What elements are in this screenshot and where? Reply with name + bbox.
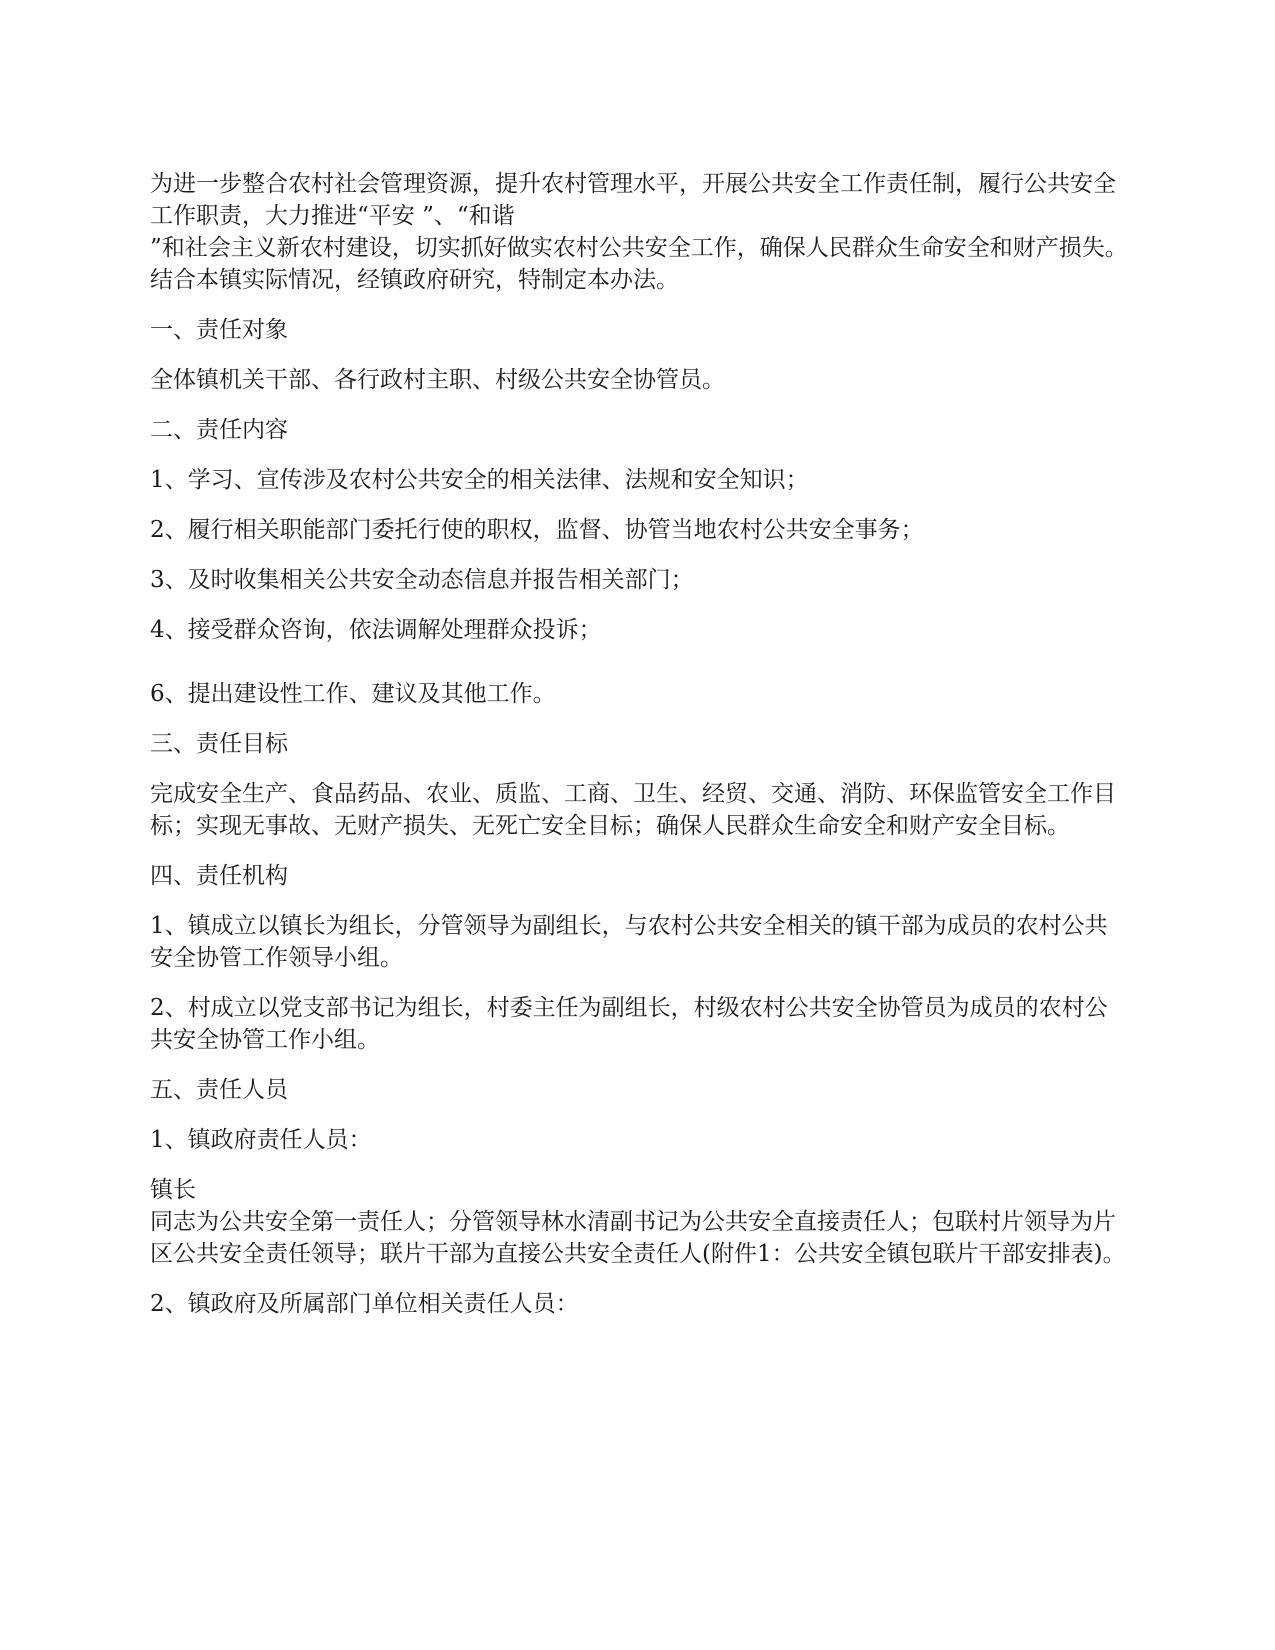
list-item-content-1: 1、学习、宣传涉及农村公共安全的相关法律、法规和安全知识； bbox=[150, 467, 809, 493]
list-item-content-4: 4、接受群众咨询，依法调解处理群众投诉； bbox=[150, 617, 602, 643]
paragraph-responsibility-objects: 全体镇机关干部、各行政村主职、村级公共安全协管员。 bbox=[150, 367, 725, 393]
document-body bbox=[150, 168, 1130, 1338]
section-heading-responsibility-goals: 三、责任目标 bbox=[150, 731, 288, 757]
section-heading-responsibility-content: 二、责任内容 bbox=[150, 417, 288, 443]
paragraph-town-head: 镇长 同志为公共安全第一责任人；分管领导林水清副书记为公共安全直接责任人；包联村片领导为片区公共安全责任领导；联片干部为直接公共安全责任人(附件1：公共安全镇包联片干部安排表)。 bbox=[150, 1177, 1126, 1267]
section-heading-responsibility-objects: 一、责任对象 bbox=[150, 317, 288, 343]
list-item-content-6: 6、提出建设性工作、建议及其他工作。 bbox=[150, 681, 556, 707]
section-heading-responsibility-organization: 四、责任机构 bbox=[150, 863, 288, 889]
list-item-content-3: 3、及时收集相关公共安全动态信息并报告相关部门； bbox=[150, 567, 694, 593]
paragraph-responsibility-goals: 完成安全生产、食品药品、农业、质监、工商、卫生、经贸、交通、消防、环保监管安全工作目标；实现无事故、无财产损失、无死亡安全目标；确保人民群众生命安全和财产安全目标。 bbox=[150, 781, 1116, 839]
list-item-persons-1: 1、镇政府责任人员： bbox=[150, 1127, 372, 1153]
section-heading-responsible-persons: 五、责任人员 bbox=[150, 1077, 288, 1103]
list-item-organization-1: 1、镇成立以镇长为组长，分管领导为副组长，与农村公共安全相关的镇干部为成员的农村公共安全协管工作领导小组。 bbox=[150, 913, 1108, 971]
list-item-organization-2: 2、村成立以党支部书记为组长，村委主任为副组长，村级农村公共安全协管员为成员的农村公共安全协管工作小组。 bbox=[150, 995, 1108, 1053]
intro-paragraph: 为进一步整合农村社会管理资源，提升农村管理水平，开展公共安全工作责任制，履行公共安全工作职责，大力推进“平安 ”、“和谐 ”和社会主义新农村建设，切实抓好做实农村公共安全工作，确保人民群众生命安全和财产损失。结合本镇实际情况，经镇政府研究，特制定本办法。 bbox=[150, 171, 1128, 293]
list-item-persons-2: 2、镇政府及所属部门单位相关责任人员： bbox=[150, 1291, 579, 1317]
list-item-content-2: 2、履行相关职能部门委托行使的职权，监督、协管当地农村公共安全事务； bbox=[150, 517, 924, 543]
